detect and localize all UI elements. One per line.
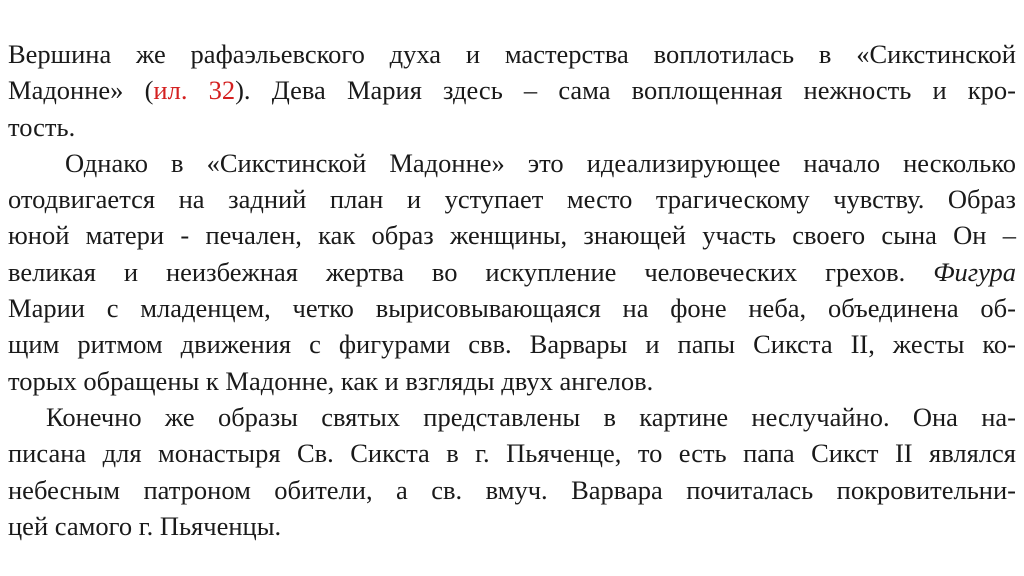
text-line: торых обращены к Мадонне, как и взгляды двух ангелов. xyxy=(8,365,654,396)
text-fragment: великая и неизбежная жертва во искупление человеческих грехов. xyxy=(8,256,934,287)
italic-text-fragment: Фигура xyxy=(933,256,1016,287)
text-fragment: ). Дева Мария здесь – сама воплощенная нежность и кро- xyxy=(235,75,1017,106)
text-line: отодвигается на задний план и уступает место трагическому чувству. Образ xyxy=(8,184,1016,215)
text-line xyxy=(8,254,1016,290)
text-line xyxy=(8,72,1016,108)
paragraph-2 xyxy=(8,145,1016,399)
text-line: небесным патроном обители, а св. вмуч. Варвара почиталась покровительни- xyxy=(8,474,1016,505)
text-line: Конечно же образы святых представлены в картине неслучайно. Она на- xyxy=(46,401,1016,432)
paragraph-3 xyxy=(8,399,1016,544)
text-line: Марии с младенцем, четко вырисовывающаяся на фоне неба, объединена об- xyxy=(8,293,1016,324)
text-line: цей самого г. Пьяченцы. xyxy=(8,510,282,541)
document-body xyxy=(8,36,1016,544)
text-line: писана для монастыря Св. Сикста в г. Пьяченце, то есть папа Сикст II являлся xyxy=(8,438,1016,469)
text-line: щим ритмом движения с фигурами свв. Варвары и папы Сикста II, жесты ко- xyxy=(8,329,1016,360)
illustration-reference-link[interactable]: ил. 32 xyxy=(153,75,236,106)
text-line: тость. xyxy=(8,111,76,142)
paragraph-1 xyxy=(8,36,1016,145)
text-line: Вершина же рафаэльевского духа и мастерства воплотилась в «Сикстинской xyxy=(8,39,1016,69)
text-line: Однако в «Сикстинской Мадонне» это идеализирующее начало несколько xyxy=(65,147,1016,178)
text-fragment: Мадонне» ( xyxy=(8,75,154,106)
text-line: юной матери - печален, как образ женщины, знающей участь своего сына Он – xyxy=(8,220,1016,251)
